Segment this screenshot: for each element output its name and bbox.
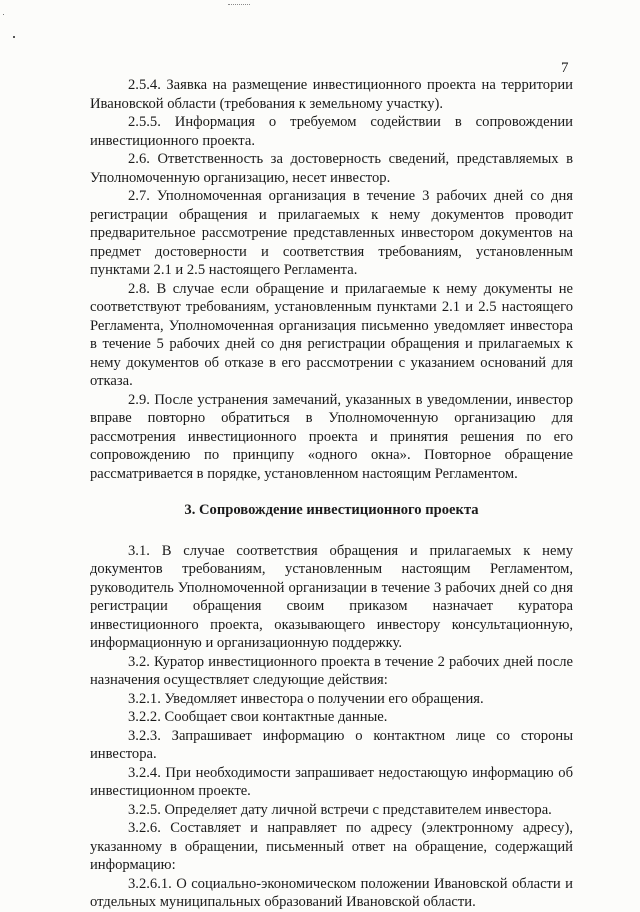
paragraph-3-2: 3.2. Куратор инвестиционного проекта в течение 2 рабочих дней после назначения осуществляет следующие действия: — [90, 653, 573, 688]
paragraph-3-2-3: 3.2.3. Запрашивает информацию о контактном лице со стороны инвестора. — [90, 727, 573, 762]
scan-artifact — [13, 36, 15, 38]
paragraph-2-7: 2.7. Уполномоченная организация в течение 3 рабочих дней со дня регистрации обращения и прилагаемых к нему документов проводит предварительное рассмотрение представленных инвестором документов на предмет достоверности и соответствия требованиям, установленным пунктами 2.1 и 2.5 настоящего Регламента. — [90, 188, 573, 278]
paragraph-2-9: 2.9. После устранения замечаний, указанных в уведомлении, инвестор вправе повторно обратиться в Уполномоченную организацию для рассмотрения инвестиционного проекта и принятия решения по его сопровождению по принципу «одного окна». Повторное обращение рассматривается в порядке, установленном настоящим Регламентом. — [90, 391, 573, 482]
paragraph-3-2-6-1: 3.2.6.1. О социально-экономическом положении Ивановской области и отдельных муниципальных образований Ивановской области. — [90, 875, 573, 910]
page-number: 7 — [561, 60, 569, 76]
paragraph-3-2-6: 3.2.6. Составляет и направляет по адресу (электронному адресу), указанному в обращении, письменный ответ на обращение, содержащий информацию: — [90, 820, 573, 873]
scan-artifact — [228, 4, 250, 7]
paragraph-3-2-1: 3.2.1. Уведомляет инвестора о получении его обращения. — [128, 690, 484, 707]
paragraph-3-2-5: 3.2.5. Определяет дату личной встречи с представителем инвестора. — [128, 801, 552, 818]
paragraph-2-6: 2.6. Ответственность за достоверность сведений, представляемых в Уполномоченную организацию, несет инвестор. — [90, 151, 573, 186]
document-body — [90, 76, 573, 912]
paragraph-3-2-2: 3.2.2. Сообщает свои контактные данные. — [128, 709, 388, 725]
paragraph-2-5-5: 2.5.5. Информация о требуемом содействии в сопровождении инвестиционного проекта. — [90, 114, 573, 149]
paragraph-2-8: 2.8. В случае если обращение и прилагаемые к нему документы не соответствуют требованиям, установленным пунктами 2.1 и 2.5 настоящего Регламента, Уполномоченная организация письменно уведомляет инвестора в течение 5 рабочих дней со дня регистрации обращения и прилагаемых к нему документов об отказе в его рассмотрении с указанием оснований для отказа. — [90, 280, 573, 389]
paragraph-3-2-4: 3.2.4. При необходимости запрашивает недостающую информацию об инвестиционном проекте. — [90, 764, 573, 799]
section-heading: 3. Сопровождение инвестиционного проекта — [184, 502, 479, 518]
paragraph-3-1: 3.1. В случае соответствия обращения и прилагаемых к нему документов требованиям, установленным настоящим Регламентом, руководитель Уполномоченной организации в течение 3 рабочих дней со дня регистрации обращения своим приказом назначает куратора инвестиционного проекта, оказывающего инвестору консультационную, информационную и организационную поддержку. — [90, 542, 573, 651]
paragraph-2-5-4: 2.5.4. Заявка на размещение инвестиционного проекта на территории Ивановской области (требования к земельному участку). — [90, 77, 573, 112]
scan-artifact — [3, 14, 4, 15]
